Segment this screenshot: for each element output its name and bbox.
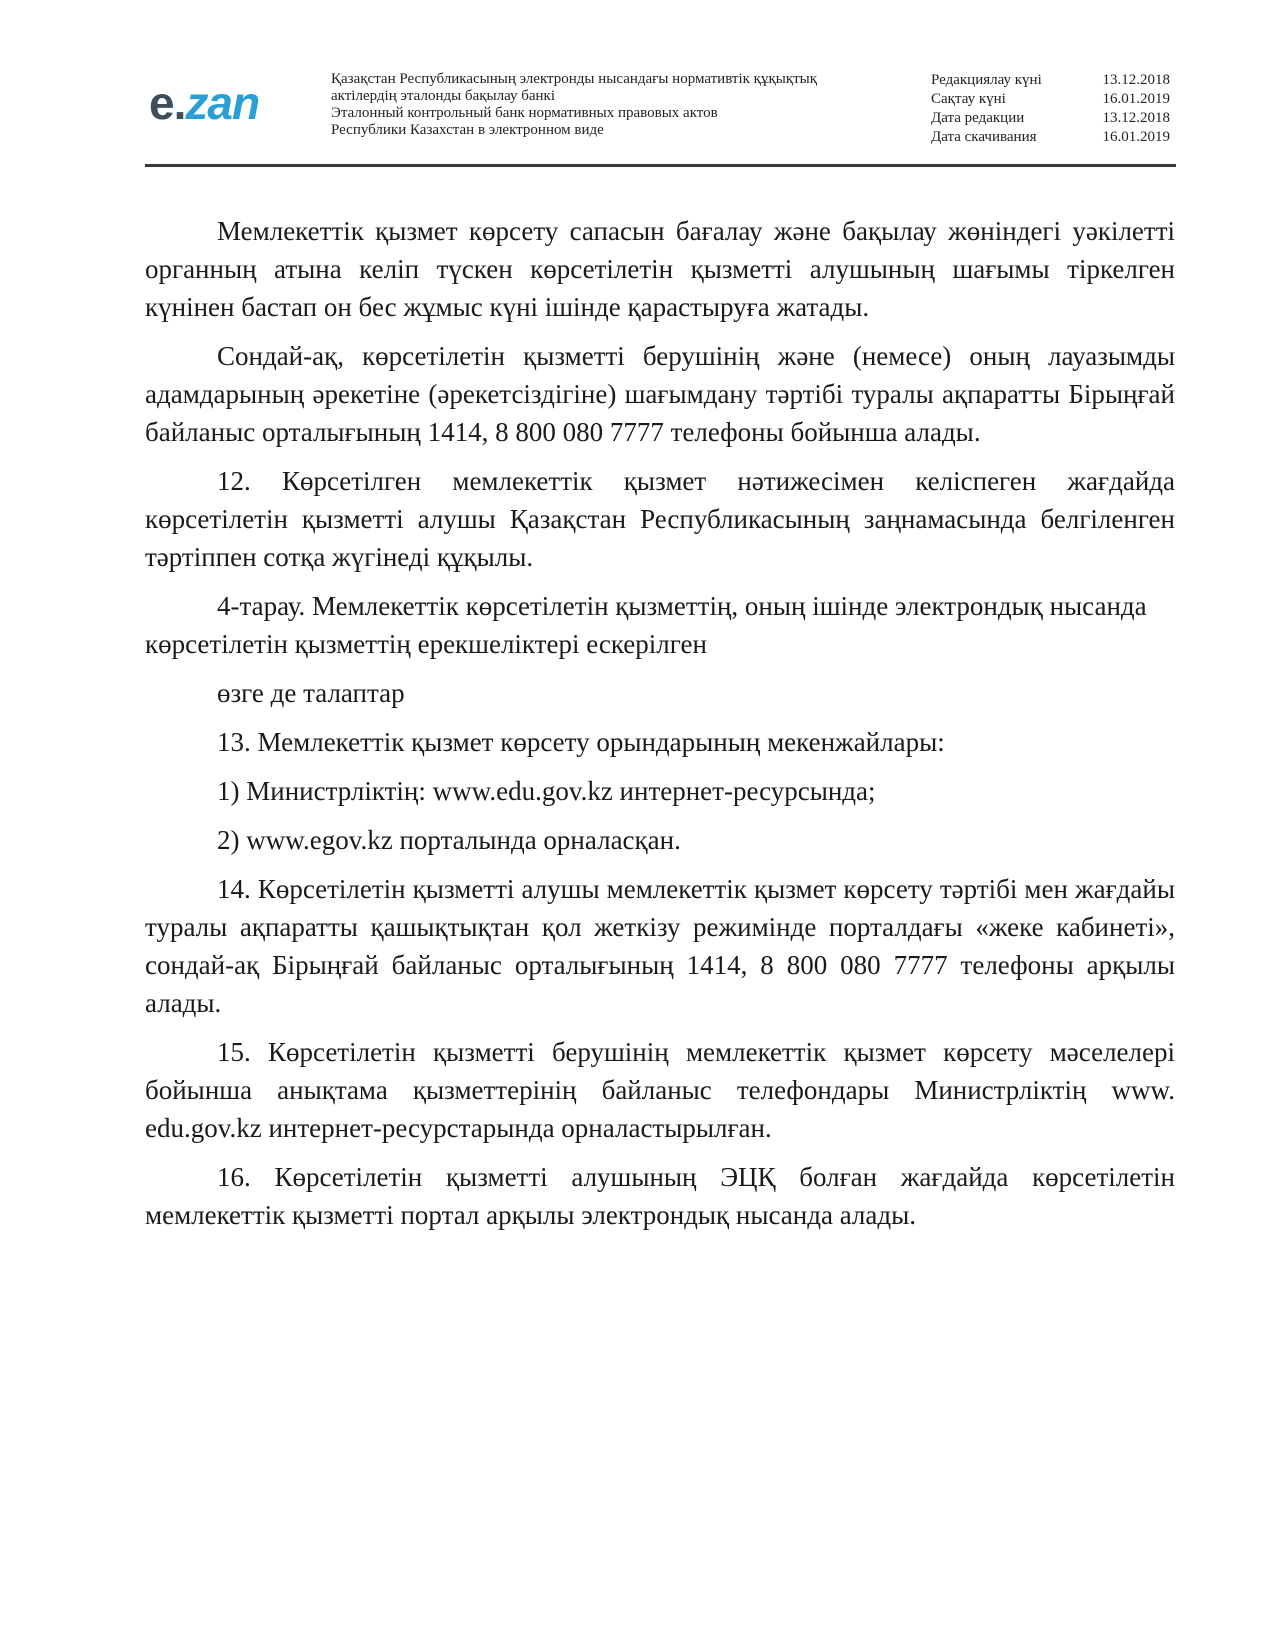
meta-label: Сақтау күні (931, 91, 1006, 107)
meta-row (931, 128, 1170, 147)
list-item: 1) Министрліктің: www.edu.gov.kz интернет-ресурсында; (217, 776, 876, 806)
meta-label: Редакциялау күні (931, 72, 1042, 88)
ezan-logo: e.zan (149, 77, 260, 129)
chapter-heading: 4-тарау. Мемлекеттік көрсетілетін қызметтің, оның ішінде электрондық нысанда көрсетілетін қызметтің ерекшеліктері ескерілген (145, 591, 1147, 659)
header-title (331, 71, 891, 139)
meta-value: 13.12.2018 (1102, 72, 1170, 88)
paragraph: Мемлекеттік қызмет көрсету сапасын бағалау және бақылау жөніндегі уәкілетті органның атына келіп түскен көрсетілетін қызметті алушының шағымы тіркелген күнінен бастап он бес жұмыс күні ішінде қарастыруға жатады. (145, 216, 1175, 322)
header-title-line: Қазақстан Республикасының электронды нысандағы нормативтік құқықтық (331, 71, 818, 87)
paragraph: 14. Көрсетілетін қызметті алушы мемлекеттік қызмет көрсету тәртібі мен жағдайы туралы ақпаратты қашықтықтан қол жеткізу режимінде порталдағы «жеке кабинеті», сондай-ақ Бірыңғай байланыс орталығының 1414, 8 800 080 7777 телефоны арқылы алады. (145, 874, 1175, 1018)
paragraph: 12. Көрсетілген мемлекеттік қызмет нәтижесімен келіспеген жағдайда көрсетілетін қызметті алушы Қазақстан Республикасының заңнамасында белгіленген тәртіппен сотқа жүгінеді құқылы. (145, 466, 1175, 572)
meta-value: 16.01.2019 (1102, 129, 1170, 145)
paragraph: 15. Көрсетілетін қызметті берушінің мемлекеттік қызмет көрсету мәселелері бойынша анықтама қызметтерінің байланыс телефондары Министрліктің www. edu.gov.kz интернет-ресурстарында орналастырылған. (145, 1037, 1175, 1143)
document-header (145, 70, 1170, 162)
paragraph: Сондай-ақ, көрсетілетін қызметті берушінің және (немесе) оның лауазымды адамдарының әрекетіне (әрекетсіздігіне) шағымдану тәртібі туралы ақпаратты Бірыңғай байланыс орталығының 1414, 8 800 080 7777 телефоны бойынша алады. (145, 341, 1175, 447)
meta-row (931, 71, 1170, 90)
header-title-line: Эталонный контрольный банк нормативных правовых актов (331, 105, 718, 121)
document-body (145, 212, 1175, 1245)
list-item: 2) www.egov.kz порталында орналасқан. (217, 825, 681, 855)
header-title-line: Республики Казахстан в электронном виде (331, 122, 604, 138)
header-title-line: актілердің эталонды бақылау банкі (331, 88, 555, 104)
meta-value: 13.12.2018 (1102, 110, 1170, 126)
meta-row (931, 109, 1170, 128)
meta-row (931, 90, 1170, 109)
meta-label: Дата скачивания (931, 129, 1037, 145)
header-meta (931, 71, 1170, 147)
meta-value: 16.01.2019 (1102, 91, 1170, 107)
meta-label: Дата редакции (931, 110, 1025, 126)
header-divider (145, 164, 1176, 167)
paragraph: 16. Көрсетілетін қызметті алушының ЭЦҚ болған жағдайда көрсетілетін мемлекеттік қызметті портал арқылы электрондық нысанда алады. (145, 1162, 1175, 1230)
paragraph: 13. Мемлекеттік қызмет көрсету орындарының мекенжайлары: (217, 727, 945, 757)
chapter-heading-cont: өзге де талаптар (217, 678, 405, 708)
